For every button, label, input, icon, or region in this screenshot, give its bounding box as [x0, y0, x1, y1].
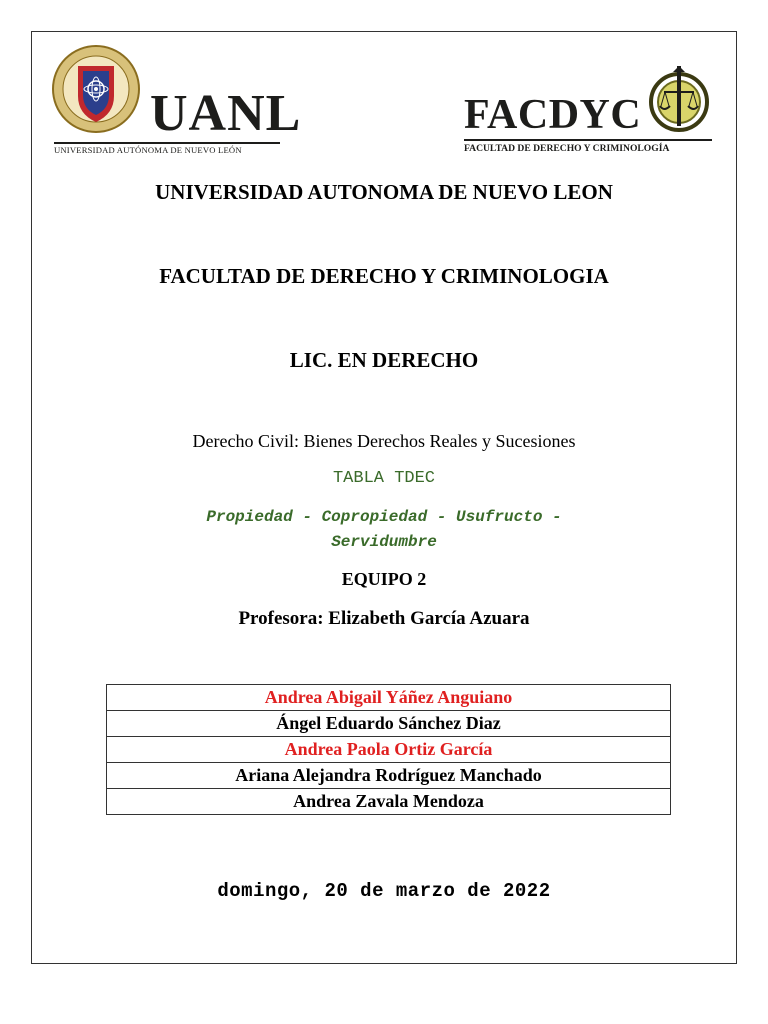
date-line: domingo, 20 de marzo de 2022 — [217, 880, 551, 902]
facdyc-divider — [464, 139, 712, 141]
facdyc-wordmark: FACDYC — [464, 92, 642, 138]
table-row — [107, 789, 671, 815]
topics-line-2: Servidumbre — [331, 533, 437, 551]
university-title: UNIVERSIDAD AUTONOMA DE NUEVO LEON — [155, 180, 613, 204]
topics-line-1: Propiedad - Copropiedad - Usufructo - — [206, 508, 562, 526]
member-name: Ariana Alejandra Rodríguez Manchado — [107, 763, 671, 789]
facdyc-emblem — [644, 64, 714, 136]
professor-line: Profesora: Elizabeth García Azuara — [238, 608, 530, 629]
table-row — [107, 763, 671, 789]
member-name: Andrea Abigail Yáñez Anguiano — [107, 685, 671, 711]
uanl-subtitle: UNIVERSIDAD AUTÓNOMA DE NUEVO LEÓN — [54, 145, 242, 155]
uanl-divider — [54, 142, 280, 144]
table-row — [107, 685, 671, 711]
table-row — [107, 737, 671, 763]
facdyc-subtitle: FACULTAD DE DERECHO Y CRIMINOLOGÍA — [464, 143, 670, 154]
member-name: Andrea Zavala Mendoza — [107, 789, 671, 815]
page-border — [31, 31, 737, 964]
assignment-title: TABLA TDEC — [332, 469, 436, 488]
team-label: EQUIPO 2 — [341, 569, 427, 589]
uanl-seal-icon — [50, 44, 142, 134]
degree-title: LIC. EN DERECHO — [289, 348, 479, 372]
members-table — [106, 684, 671, 815]
table-row — [107, 711, 671, 737]
member-name: Ángel Eduardo Sánchez Diaz — [107, 711, 671, 737]
uanl-wordmark: UANL — [150, 85, 302, 142]
member-name: Andrea Paola Ortiz García — [107, 737, 671, 763]
faculty-title: FACULTAD DE DERECHO Y CRIMINOLOGIA — [159, 264, 609, 288]
facdyc-scales-icon — [644, 64, 714, 136]
subject-line: Derecho Civil: Bienes Derechos Reales y Sucesiones — [192, 431, 576, 451]
